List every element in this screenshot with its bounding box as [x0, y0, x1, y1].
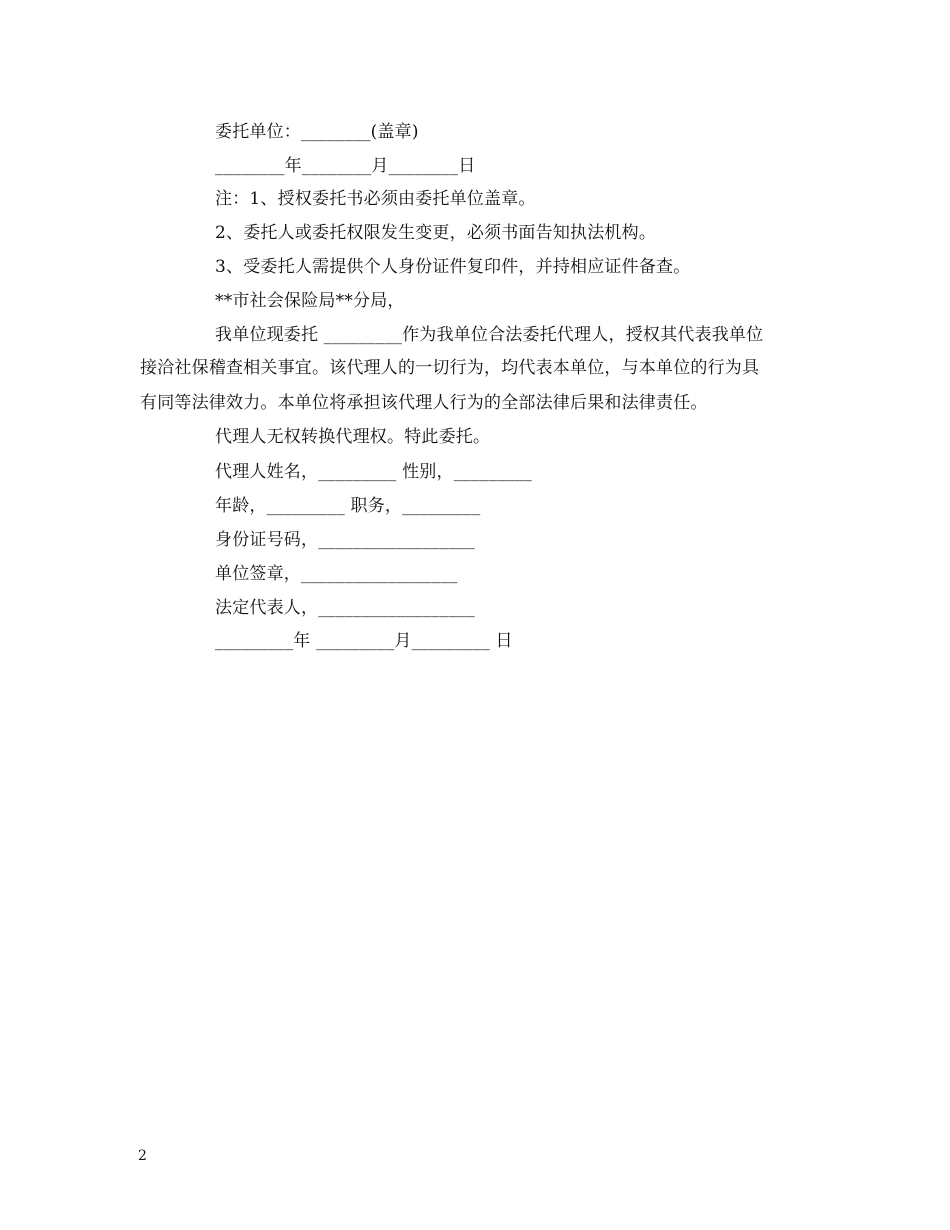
note-3: 3、受委托人需提供个人身份证件复印件，并持相应证件备查。: [215, 257, 691, 277]
id-number-line: 身份证号码，__________________: [215, 530, 475, 550]
body-paragraph-line-2: 接洽社保稽查相关事宜。该代理人的一切行为，均代表本单位，与本单位的行为具: [140, 358, 760, 378]
addressee: **市社会保险局**分局，: [215, 291, 405, 311]
agent-name-gender-line: 代理人姓名，_________ 性别，_________: [215, 462, 533, 482]
page-number: 2: [138, 1148, 147, 1164]
age-position-line: 年龄，_________ 职务，_________: [215, 496, 481, 516]
no-transfer-statement: 代理人无权转换代理权。特此委托。: [215, 427, 491, 447]
note-1: 注：1、授权委托书必须由委托单位盖章。: [215, 189, 536, 209]
body-paragraph-line-3: 有同等法律效力。本单位将承担该代理人行为的全部法律后果和法律责任。: [140, 393, 708, 413]
signature-date-line: _________年 _________月_________ 日: [215, 631, 513, 651]
entrusting-unit-line: 委托单位：________(盖章): [215, 122, 419, 142]
date-line: ________年________月________日: [215, 156, 476, 176]
legal-representative-line: 法定代表人，__________________: [215, 598, 475, 618]
unit-seal-line: 单位签章，__________________: [215, 564, 458, 584]
body-paragraph-line-1: 我单位现委托 _________作为我单位合法委托代理人，授权其代表我单位: [215, 325, 764, 345]
note-2: 2、委托人或委托权限发生变更，必须书面告知执法机构。: [215, 223, 657, 243]
